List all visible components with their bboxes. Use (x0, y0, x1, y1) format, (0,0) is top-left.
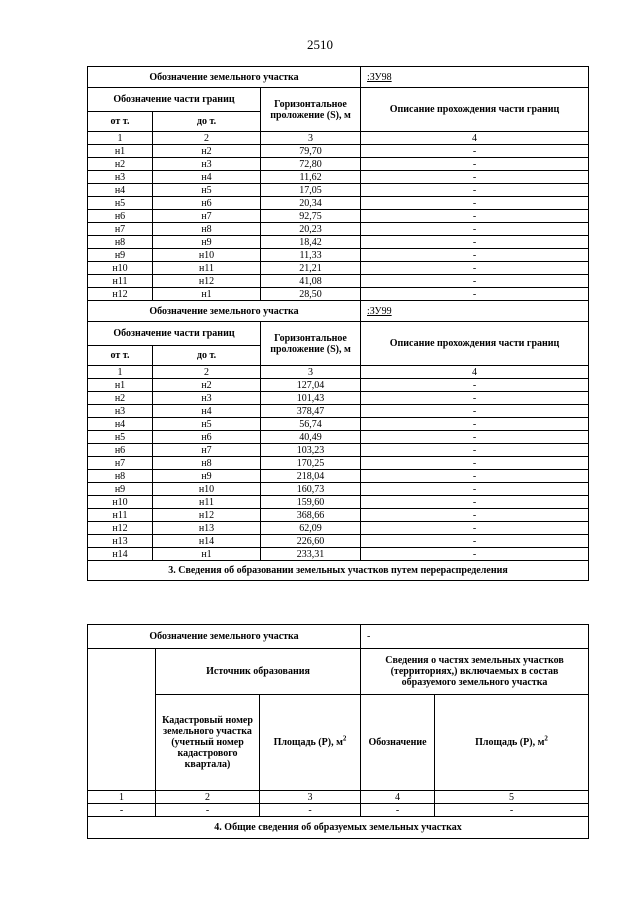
column-number: 3 (261, 366, 361, 379)
distance: 28,50 (261, 288, 361, 301)
s3-empty-cell: - (361, 804, 435, 817)
s3-designation-label: Обозначение земельного участка (88, 625, 361, 649)
s3-col-number: 1 (88, 791, 156, 804)
distance: 92,75 (261, 210, 361, 223)
description: - (361, 483, 589, 496)
from-point: н4 (88, 184, 153, 197)
from-point: н12 (88, 522, 153, 535)
s3-designation-value: - (361, 625, 589, 649)
to-point: н5 (153, 184, 261, 197)
description: - (361, 184, 589, 197)
from-point: н1 (88, 379, 153, 392)
from-point: н1 (88, 145, 153, 158)
to-point: н8 (153, 457, 261, 470)
s3-cadastral-label: Кадастровый номер земельного участка (учетный номер кадастрового квартала) (156, 695, 260, 791)
distance: 11,62 (261, 171, 361, 184)
s3-area-header: Площадь (Р), $м^2$ (260, 695, 361, 791)
column-number: 3 (261, 132, 361, 145)
table-row (88, 522, 589, 535)
table-row (88, 509, 589, 522)
to-point: н1 (153, 548, 261, 561)
distance: 160,73 (261, 483, 361, 496)
column-number: 4 (361, 366, 589, 379)
table-row (88, 548, 589, 561)
table-row (88, 145, 589, 158)
from-point: н8 (88, 236, 153, 249)
table-row (88, 158, 589, 171)
description: - (361, 158, 589, 171)
distance: 226,60 (261, 535, 361, 548)
description: - (361, 171, 589, 184)
to-point: н4 (153, 171, 261, 184)
land-designation-label: Обозначение земельного участка (88, 301, 361, 322)
s3-area-header-2: Площадь (Р), $м^2$ (435, 695, 589, 791)
distance: 62,09 (261, 522, 361, 535)
from-point: н3 (88, 405, 153, 418)
table-row (88, 483, 589, 496)
to-point: н7 (153, 444, 261, 457)
column-number: 1 (88, 366, 153, 379)
table-row (88, 223, 589, 236)
from-point: н11 (88, 275, 153, 288)
distance: 18,42 (261, 236, 361, 249)
distance: 170,25 (261, 457, 361, 470)
distance: 79,70 (261, 145, 361, 158)
description: - (361, 223, 589, 236)
description-header: Описание прохождения части границ (361, 88, 589, 132)
header-row (88, 88, 589, 112)
to-point: н2 (153, 145, 261, 158)
to-point: н13 (153, 522, 261, 535)
from-point: н10 (88, 496, 153, 509)
horizontal-header: Горизонтальное проложение (S), м (261, 322, 361, 366)
table-row (88, 171, 589, 184)
description-header: Описание прохождения части границ (361, 322, 589, 366)
redistribution-table (87, 624, 589, 839)
from-point: н8 (88, 470, 153, 483)
s3-designation-col: Обозначение (361, 695, 435, 791)
from-point: н13 (88, 535, 153, 548)
description: - (361, 288, 589, 301)
to-point: н12 (153, 275, 261, 288)
column-number-row (88, 132, 589, 145)
section3-title-row (88, 561, 589, 581)
description: - (361, 535, 589, 548)
to-point: н11 (153, 496, 261, 509)
to-header: до т. (153, 346, 261, 366)
from-point: н6 (88, 210, 153, 223)
distance: 40,49 (261, 431, 361, 444)
part-designation-header: Обозначение части границ (88, 88, 261, 112)
description: - (361, 431, 589, 444)
to-point: н9 (153, 236, 261, 249)
s3-col-number: 5 (435, 791, 589, 804)
s3-parts-label: Сведения о частях земельных участков (территориях,) включаемых в состав образуемого земельного участка (361, 649, 589, 695)
to-point: н10 (153, 483, 261, 496)
description: - (361, 145, 589, 158)
s3-col-number: 2 (156, 791, 260, 804)
distance: 368,66 (261, 509, 361, 522)
table-row (88, 379, 589, 392)
distance: 101,43 (261, 392, 361, 405)
table-row (88, 444, 589, 457)
distance: 20,34 (261, 197, 361, 210)
table-row (88, 496, 589, 509)
table-row (88, 236, 589, 249)
plot-title-row (88, 67, 589, 88)
column-number-row (88, 366, 589, 379)
to-point: н9 (153, 470, 261, 483)
from-point: н6 (88, 444, 153, 457)
from-point: н7 (88, 457, 153, 470)
description: - (361, 548, 589, 561)
description: - (361, 457, 589, 470)
table-row (88, 392, 589, 405)
table-row (88, 457, 589, 470)
horizontal-header: Горизонтальное проложение (S), м (261, 88, 361, 132)
distance: 378,47 (261, 405, 361, 418)
to-point: н10 (153, 249, 261, 262)
distance: 218,04 (261, 470, 361, 483)
boundary-table (87, 66, 589, 581)
s3-source-label: Источник образования (156, 649, 361, 695)
header-row (88, 322, 589, 346)
from-point: н9 (88, 249, 153, 262)
to-point: н4 (153, 405, 261, 418)
from-point: н11 (88, 509, 153, 522)
s3-empty-cell: - (260, 804, 361, 817)
to-point: н8 (153, 223, 261, 236)
distance: 127,04 (261, 379, 361, 392)
to-point: н6 (153, 431, 261, 444)
description: - (361, 522, 589, 535)
s3-empty-cell: - (435, 804, 589, 817)
table-row (88, 535, 589, 548)
plot-id: :ЗУ99 (361, 301, 589, 322)
table-row (88, 184, 589, 197)
table-row (88, 262, 589, 275)
from-point: н9 (88, 483, 153, 496)
section3-title: 3. Сведения об образовании земельных участков путем перераспределения (88, 561, 589, 581)
from-header: от т. (88, 112, 153, 132)
to-point: н7 (153, 210, 261, 223)
description: - (361, 262, 589, 275)
column-number: 1 (88, 132, 153, 145)
to-point: н11 (153, 262, 261, 275)
description: - (361, 392, 589, 405)
s3-col-number: 3 (260, 791, 361, 804)
table-row (88, 197, 589, 210)
description: - (361, 197, 589, 210)
description: - (361, 444, 589, 457)
table-row (88, 405, 589, 418)
s3-blank-cell (88, 649, 156, 791)
from-point: н4 (88, 418, 153, 431)
distance: 11,33 (261, 249, 361, 262)
distance: 159,60 (261, 496, 361, 509)
table-row (88, 275, 589, 288)
description: - (361, 210, 589, 223)
from-point: н14 (88, 548, 153, 561)
column-number: 4 (361, 132, 589, 145)
s3-col-number: 4 (361, 791, 435, 804)
table-row (88, 418, 589, 431)
distance: 41,08 (261, 275, 361, 288)
table-row (88, 210, 589, 223)
table-row (88, 470, 589, 483)
distance: 103,23 (261, 444, 361, 457)
description: - (361, 275, 589, 288)
from-point: н2 (88, 392, 153, 405)
distance: 21,21 (261, 262, 361, 275)
section4-title: 4. Общие сведения об образуемых земельных участках (88, 817, 589, 839)
description: - (361, 405, 589, 418)
column-number: 2 (153, 132, 261, 145)
column-number: 2 (153, 366, 261, 379)
table-row (88, 431, 589, 444)
to-point: н12 (153, 509, 261, 522)
part-designation-header: Обозначение части границ (88, 322, 261, 346)
distance: 56,74 (261, 418, 361, 431)
distance: 72,80 (261, 158, 361, 171)
land-designation-label: Обозначение земельного участка (88, 67, 361, 88)
table-row (88, 288, 589, 301)
from-point: н5 (88, 431, 153, 444)
to-point: н5 (153, 418, 261, 431)
s3-empty-cell: - (156, 804, 260, 817)
description: - (361, 509, 589, 522)
distance: 17,05 (261, 184, 361, 197)
description: - (361, 470, 589, 483)
to-point: н3 (153, 158, 261, 171)
description: - (361, 236, 589, 249)
from-point: н3 (88, 171, 153, 184)
to-point: н1 (153, 288, 261, 301)
to-header: до т. (153, 112, 261, 132)
from-point: н5 (88, 197, 153, 210)
to-point: н14 (153, 535, 261, 548)
description: - (361, 379, 589, 392)
description: - (361, 418, 589, 431)
table-row (88, 249, 589, 262)
to-point: н3 (153, 392, 261, 405)
s3-empty-cell: - (88, 804, 156, 817)
to-point: н6 (153, 197, 261, 210)
from-point: н12 (88, 288, 153, 301)
to-point: н2 (153, 379, 261, 392)
distance: 233,31 (261, 548, 361, 561)
from-point: н2 (88, 158, 153, 171)
page-number: 2510 (307, 37, 333, 52)
plot-title-row (88, 301, 589, 322)
distance: 20,23 (261, 223, 361, 236)
description: - (361, 249, 589, 262)
from-point: н10 (88, 262, 153, 275)
plot-id: :ЗУ98 (361, 67, 589, 88)
from-point: н7 (88, 223, 153, 236)
description: - (361, 496, 589, 509)
from-header: от т. (88, 346, 153, 366)
